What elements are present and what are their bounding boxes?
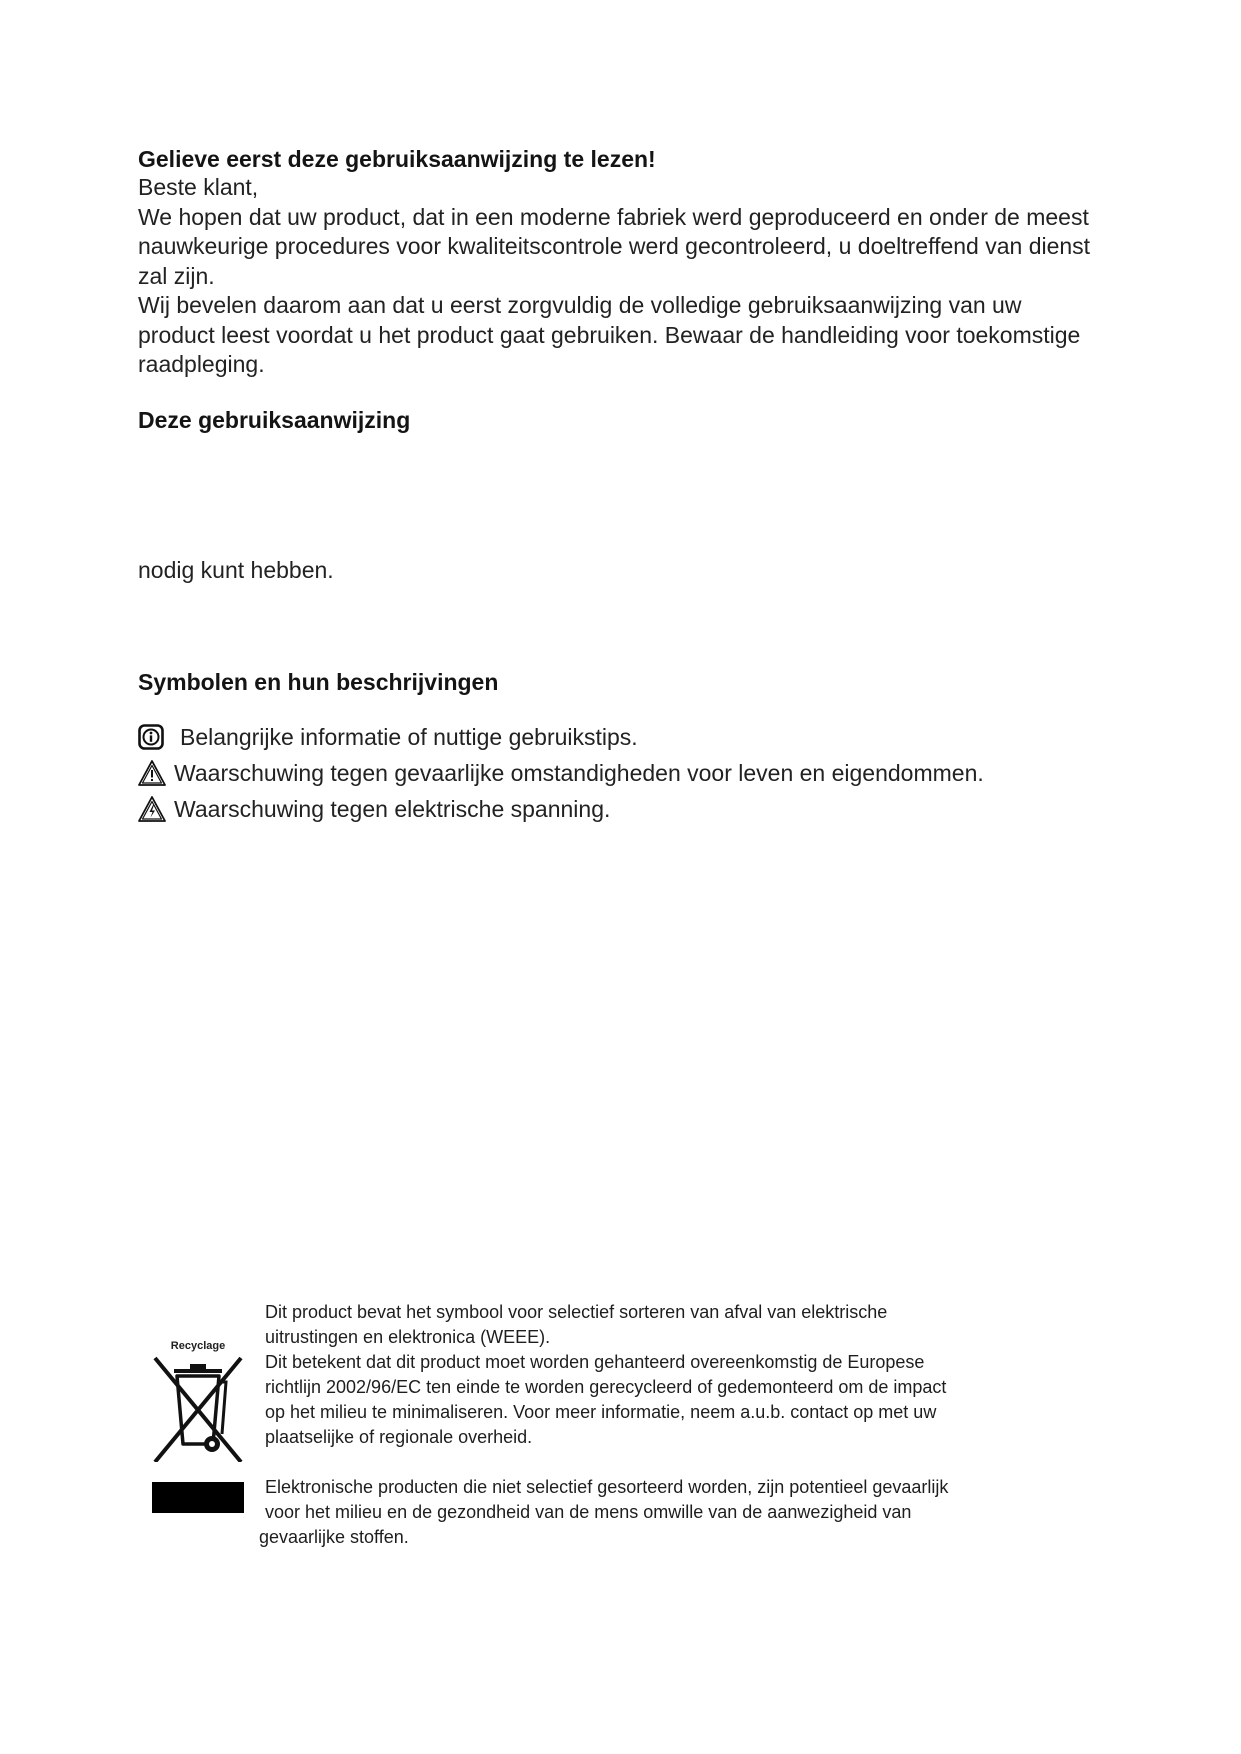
weee-line: Elektronische producten die niet selectief gesorteerd worden, zijn potentieel gevaarlijk [265, 1477, 949, 1497]
symbol-row-info [138, 720, 638, 754]
intro-line: Wij bevelen daarom aan dat u eerst zorgvuldig de volledige gebruiksaanwijzing van uw [138, 292, 1022, 318]
weee-black-bar [152, 1482, 244, 1513]
warning-triangle-icon [138, 759, 166, 787]
manual-trailing-text: nodig kunt hebben. [138, 557, 334, 583]
weee-line: voor het milieu en de gezondheid van de mens omwille van de aanwezigheid van [265, 1502, 912, 1522]
weee-line: gevaarlijke stoffen. [259, 1527, 409, 1547]
weee-line: richtlijn 2002/96/EC ten einde te worden gerecycleerd of gedemonteerd om de impact [265, 1377, 947, 1397]
intro-text [138, 173, 1138, 380]
intro-line: Beste klant, [138, 174, 259, 200]
symbol-description: Waarschuwing tegen gevaarlijke omstandigheden voor leven en eigendommen. [174, 759, 984, 786]
weee-line: uitrustingen en elektronica (WEEE). [265, 1327, 551, 1347]
electric-warning-icon [138, 795, 166, 823]
info-icon [138, 724, 164, 750]
symbols-heading: Symbolen en hun beschrijvingen [138, 669, 499, 695]
intro-line: nauwkeurige procedures voor kwaliteitscontrole werd gecontroleerd, u doeltreffend van dienst [138, 233, 1091, 259]
symbol-description: Belangrijke informatie of nuttige gebruikstips. [180, 723, 638, 750]
weee-paragraph-2 [259, 1475, 1065, 1550]
weee-line: Dit betekent dat dit product moet worden gehanteerd overeenkomstig de Europese [265, 1352, 925, 1372]
weee-icon-label: Recyclage [170, 1340, 226, 1352]
symbol-description: Waarschuwing tegen elektrische spanning. [174, 795, 611, 822]
intro-line: We hopen dat uw product, dat in een moderne fabriek werd geproduceerd en onder de meest [138, 203, 1089, 230]
intro-line: product leest voordat u het product gaat gebruiken. Bewaar de handleiding voor toekomstige [138, 321, 1081, 348]
weee-line: Dit product bevat het symbool voor selectief sorteren van afval van elektrische [265, 1302, 888, 1322]
intro-heading: Gelieve eerst deze gebruiksaanwijzing te lezen! [138, 146, 656, 172]
weee-recycling-icon [150, 1338, 246, 1462]
manual-heading: Deze gebruiksaanwijzing [138, 407, 411, 433]
intro-line: zal zijn. [138, 262, 215, 289]
intro-line: raadpleging. [138, 351, 265, 377]
symbol-row-electric [138, 792, 610, 826]
symbol-row-warning [138, 756, 984, 790]
weee-line: plaatselijke of regionale overheid. [265, 1427, 533, 1447]
weee-line: op het milieu te minimaliseren. Voor meer informatie, neem a.u.b. contact op met uw [265, 1402, 937, 1422]
weee-paragraph-1 [265, 1300, 1065, 1450]
